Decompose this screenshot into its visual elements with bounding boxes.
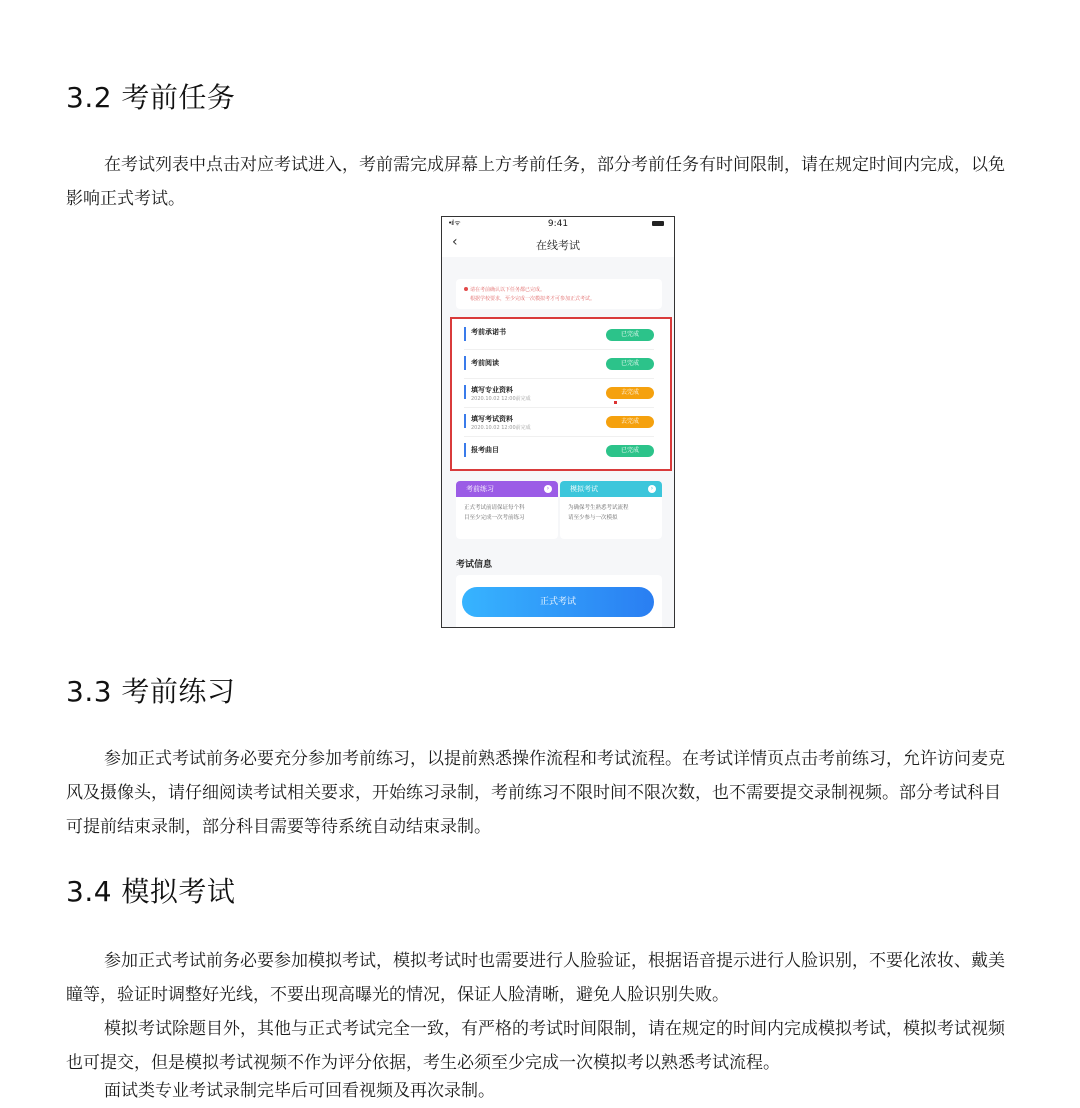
chevron-right-icon: › [648, 485, 656, 493]
task-status-badge[interactable]: 已完成 [606, 329, 654, 341]
status-time: 9:41 [547, 219, 569, 229]
practice-card-title: 考前练习 [466, 485, 494, 493]
practice-card-header [456, 481, 558, 497]
mock-exam-card[interactable] [560, 481, 662, 539]
task-row[interactable] [464, 410, 654, 437]
phone-screenshot [441, 216, 675, 628]
mock-exam-paragraph: 模拟考试除题目外，其他与正式考试完全一致，有严格的考试时间限制，请在规定的时间内完成模拟考试，模拟考试视频也可提交，但是模拟考试视频不作为评分依据，考生必须至少完成一次模拟考以熟悉考试流程。 [66, 1019, 1005, 1073]
back-arrow-icon[interactable]: ‹ [452, 234, 458, 250]
task-row[interactable] [464, 352, 654, 379]
mock-exam-paragraph: 参加正式考试前务必要参加模拟考试，模拟考试时也需要进行人脸验证，根据语音提示进行人脸识别，不要化浓妆、戴美瞳等，验证时调整好光线，不要出现高曝光的情况，保证人脸清晰，避免人脸识别失败。 [66, 951, 1005, 1005]
mock-exam-card-body [560, 497, 662, 529]
task-status-badge[interactable]: 去完成 [606, 387, 654, 399]
task-marker [464, 356, 466, 370]
nav-title: 在线考试 [536, 239, 580, 252]
task-marker [464, 327, 466, 341]
pre-exam-tasks-paragraph: 在考试列表中点击对应考试进入，考前需完成屏幕上方考前任务，部分考前任务有时间限制，请在规定时间内完成，以免影响正式考试。 [66, 155, 1005, 209]
chevron-right-icon: › [544, 485, 552, 493]
task-status-badge[interactable]: 已完成 [606, 358, 654, 370]
practice-card-line: 正式考试前请保证每个科 [464, 505, 525, 511]
task-row[interactable] [464, 381, 654, 408]
practice-card[interactable] [456, 481, 558, 539]
practice-card-line: 目至少完成一次考前练习 [464, 515, 525, 521]
alert-dot-icon [464, 287, 468, 291]
notice-line-1: 请在考前确认以下任务都已完成。 [470, 287, 546, 293]
section-heading-mock-exam: 3.4 模拟考试 [66, 875, 236, 908]
task-status-badge[interactable]: 已完成 [606, 445, 654, 457]
notice-line-2: 根据学校要求，至少完成一次模拟考才可参加正式考试。 [470, 296, 596, 302]
task-marker [464, 414, 466, 428]
mock-exam-card-title: 模拟考试 [570, 485, 598, 493]
battery-icon [652, 221, 664, 226]
task-marker [464, 385, 466, 399]
section-heading-pre-exam-tasks: 3.2 考前任务 [66, 81, 236, 114]
task-row[interactable] [464, 323, 654, 350]
practice-card-body [456, 497, 558, 529]
mock-exam-card-line: 请至少参与一次模拟 [568, 515, 618, 521]
task-name: 填写专业资料 [471, 386, 513, 394]
mock-exam-card-header [560, 481, 662, 497]
pre-exam-practice-paragraph: 参加正式考试前务必要充分参加考前练习，以提前熟悉操作流程和考试流程。在考试详情页点击考前练习，允许访问麦克风及摄像头，请仔细阅读考试相关要求，开始练习录制，考前练习不限时间不限次数，也不需要提交录制视频。部分考试科目可提前结束录制，部分科目需要等待系统自动结束录制。 [66, 749, 1005, 837]
cursor-marker-icon [614, 401, 617, 404]
task-name: 填写考试资料 [471, 415, 513, 423]
formal-exam-button[interactable]: 正式考试 [462, 587, 654, 617]
notice-box [456, 279, 662, 309]
task-name: 考前阅读 [471, 359, 499, 367]
signal-wifi-icon: •ıl ᯤ [448, 219, 460, 227]
exam-info-title: 考试信息 [456, 560, 493, 570]
task-row[interactable] [464, 439, 654, 465]
nav-bar [442, 231, 674, 257]
task-name: 报考曲目 [471, 446, 499, 454]
task-deadline: 2020.10.02 12:00前完成 [471, 425, 531, 431]
task-deadline: 2020.10.02 12:00前完成 [471, 396, 531, 402]
task-name: 考前承诺书 [471, 328, 506, 336]
task-marker [464, 443, 466, 457]
task-status-badge[interactable]: 去完成 [606, 416, 654, 428]
section-heading-pre-exam-practice: 3.3 考前练习 [66, 675, 236, 708]
mock-exam-paragraph: 面试类专业考试录制完毕后可回看视频及再次录制。 [104, 1081, 495, 1101]
status-bar [442, 217, 674, 231]
mock-exam-card-line: 为确保考生熟悉考试流程 [568, 505, 629, 511]
pre-exam-task-list [450, 317, 672, 471]
